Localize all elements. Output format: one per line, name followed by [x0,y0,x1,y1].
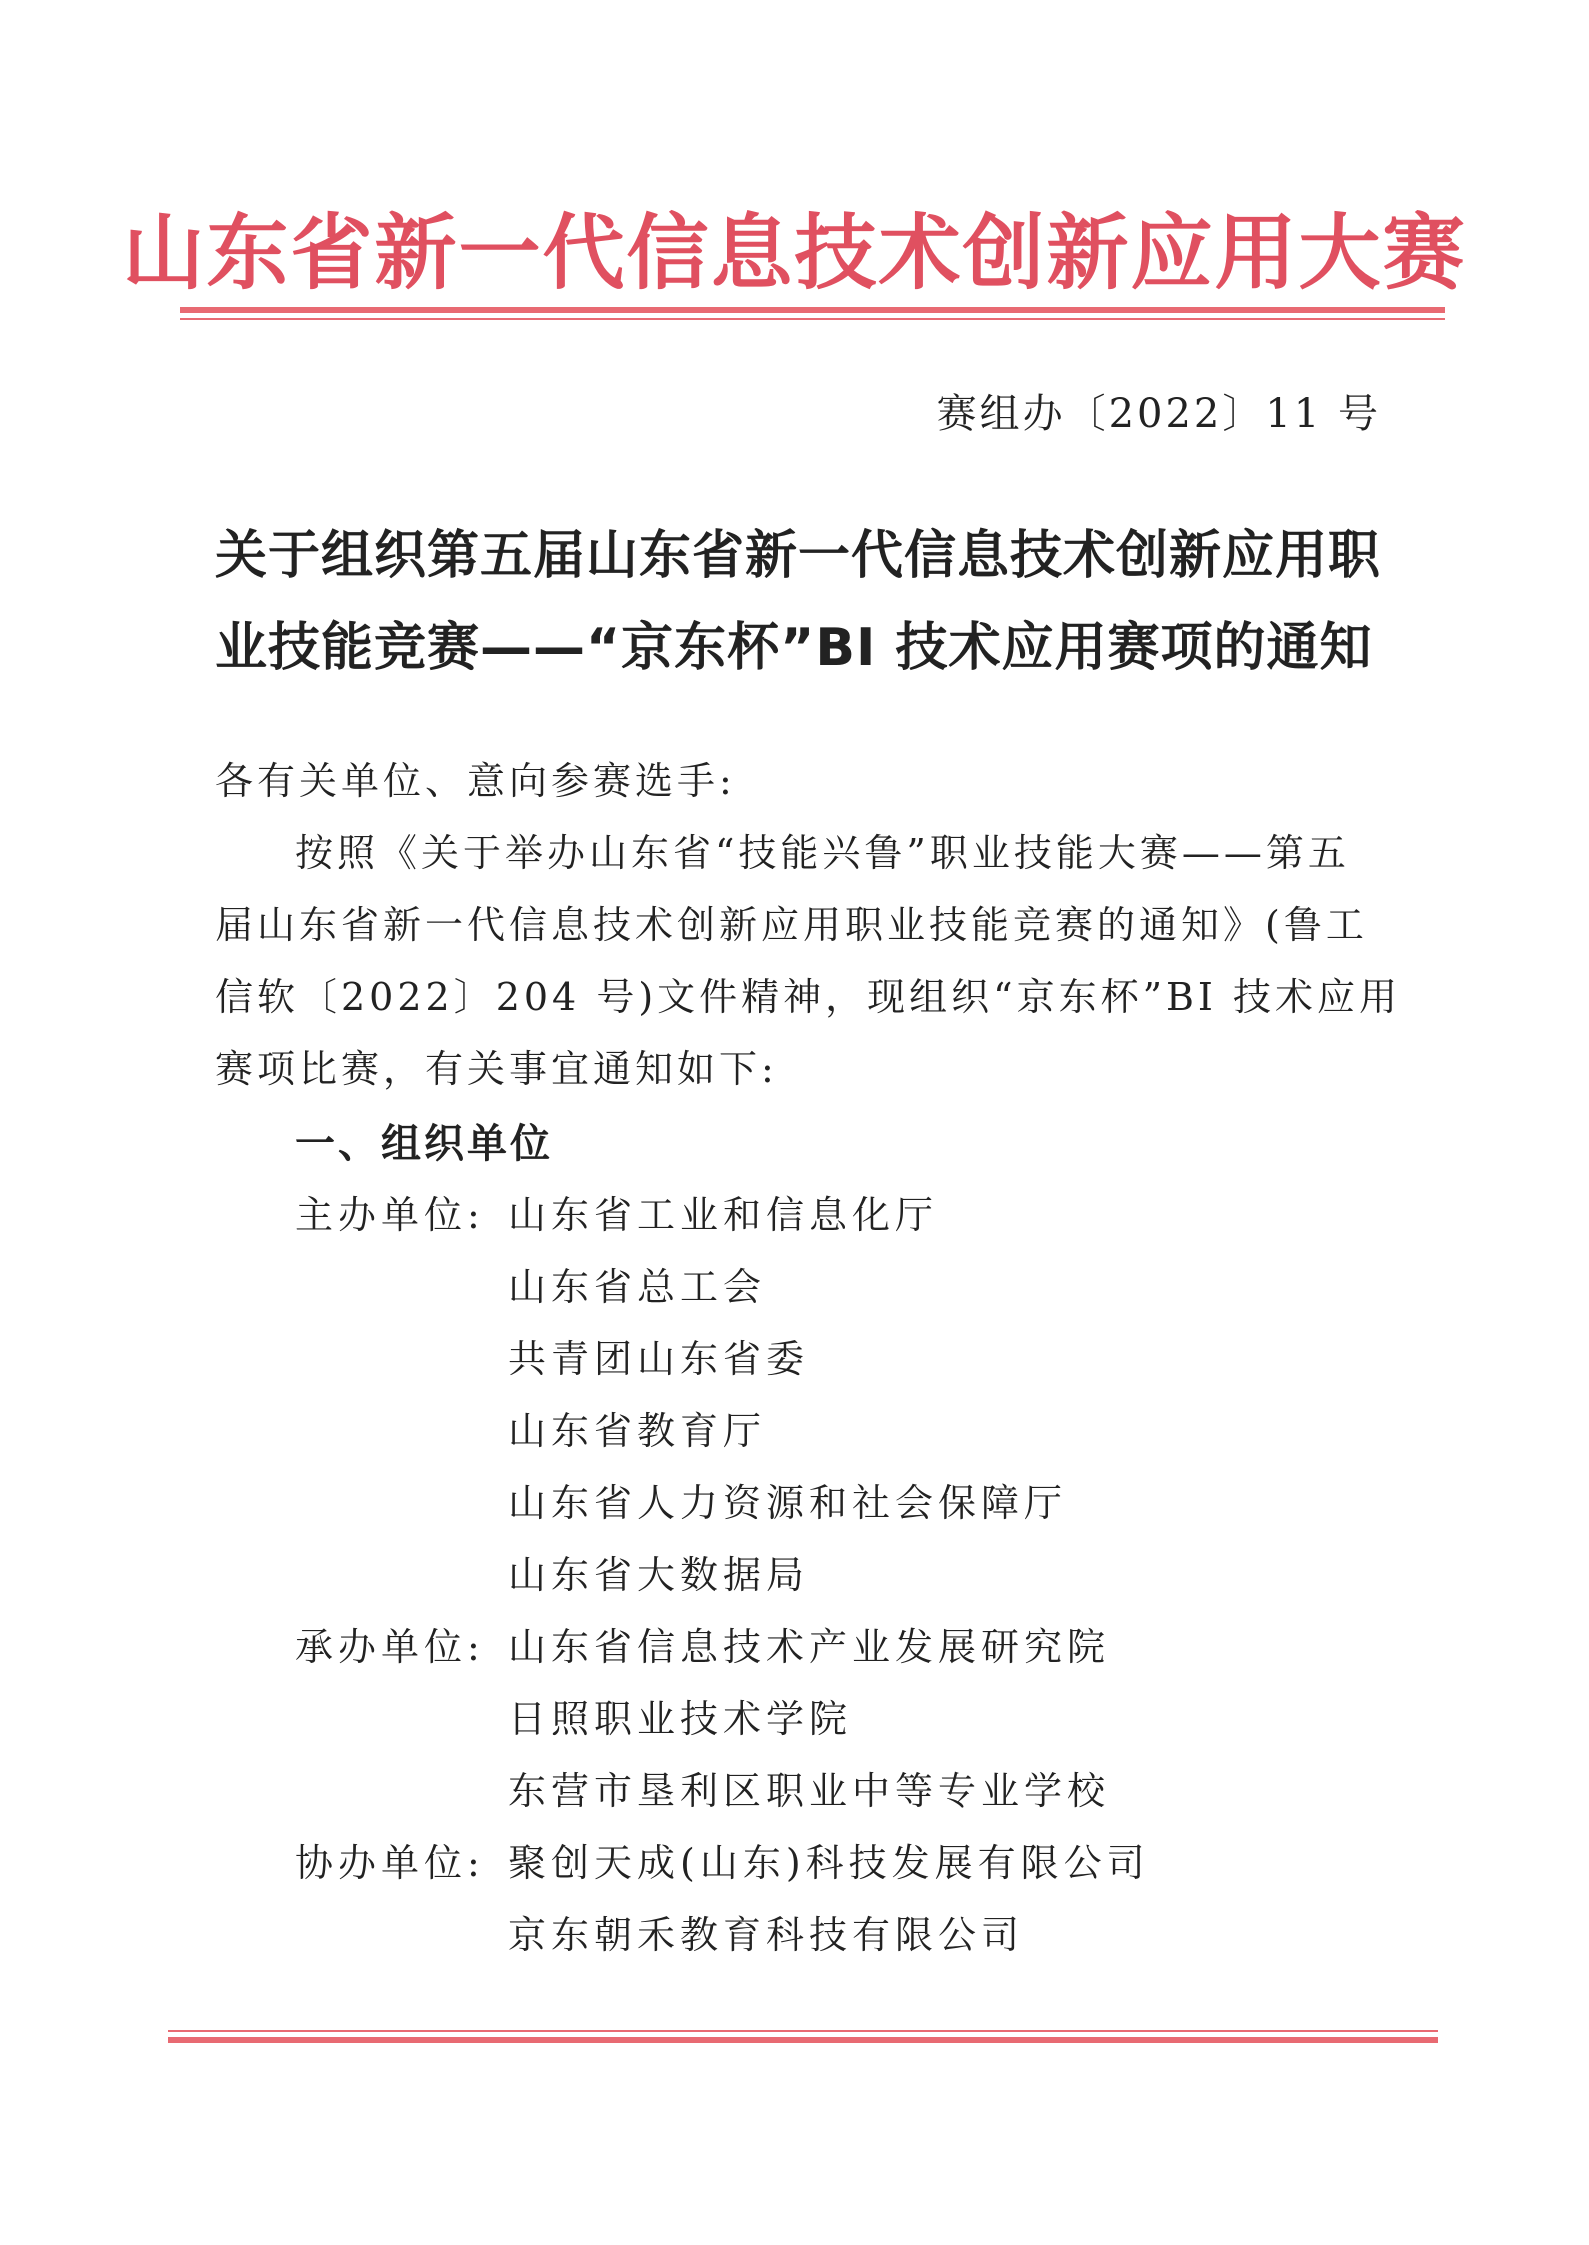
organizer-unit-item: 日照职业技术学院 [508,1697,853,1741]
host-unit-item: 山东省人力资源和社会保障厅 [508,1481,1068,1525]
document-number: 赛组办〔2022〕11 号 [936,391,1381,437]
notice-title [215,510,1405,694]
host-unit-item: 山东省工业和信息化厅 [508,1193,939,1237]
letterhead-rule-top [180,307,1445,320]
host-unit-item: 山东省大数据局 [508,1553,810,1597]
host-unit-item: 共青团山东省委 [508,1337,810,1381]
host-unit-item: 山东省总工会 [508,1265,767,1309]
section-heading-organizations: 一、组织单位 [295,1121,553,1167]
letterhead-title: 山东省新一代信息技术创新应用大赛 [122,205,1467,301]
notice-title-line-2: 业技能竞赛——“京东杯”BI 技术应用赛项的通知 [215,618,1373,678]
letterhead-rule-bottom [168,2030,1438,2043]
rule-thick-line [168,2037,1438,2043]
salutation: 各有关单位、意向参赛选手: [215,759,736,803]
notice-title-line-1: 关于组织第五届山东省新一代信息技术创新应用职 [215,526,1382,586]
rule-thin-line [180,318,1445,320]
rule-thick-line [180,307,1445,313]
organizer-unit-item: 东营市垦利区职业中等专业学校 [508,1769,1111,1813]
organizer-units-label: 承办单位: [295,1625,485,1669]
paragraph-line-3: 信软〔2022〕204 号)文件精神，现组织“京东杯”BI 技术应用 [215,975,1402,1019]
paragraph-line-4: 赛项比赛，有关事宜通知如下: [215,1047,778,1091]
rule-thin-line [168,2030,1438,2032]
host-unit-item: 山东省教育厅 [508,1409,767,1453]
host-units-label: 主办单位: [295,1193,485,1237]
co-organizer-units-label: 协办单位: [295,1841,485,1885]
organizer-unit-item: 山东省信息技术产业发展研究院 [508,1625,1111,1669]
co-organizer-unit-item: 聚创天成(山东)科技发展有限公司 [508,1841,1150,1885]
paragraph-line-1: 按照《关于举办山东省“技能兴鲁”职业技能大赛——第五 [295,831,1350,875]
paragraph-line-2: 届山东省新一代信息技术创新应用职业技能竞赛的通知》(鲁工 [215,903,1368,947]
co-organizer-unit-item: 京东朝禾教育科技有限公司 [508,1913,1025,1957]
